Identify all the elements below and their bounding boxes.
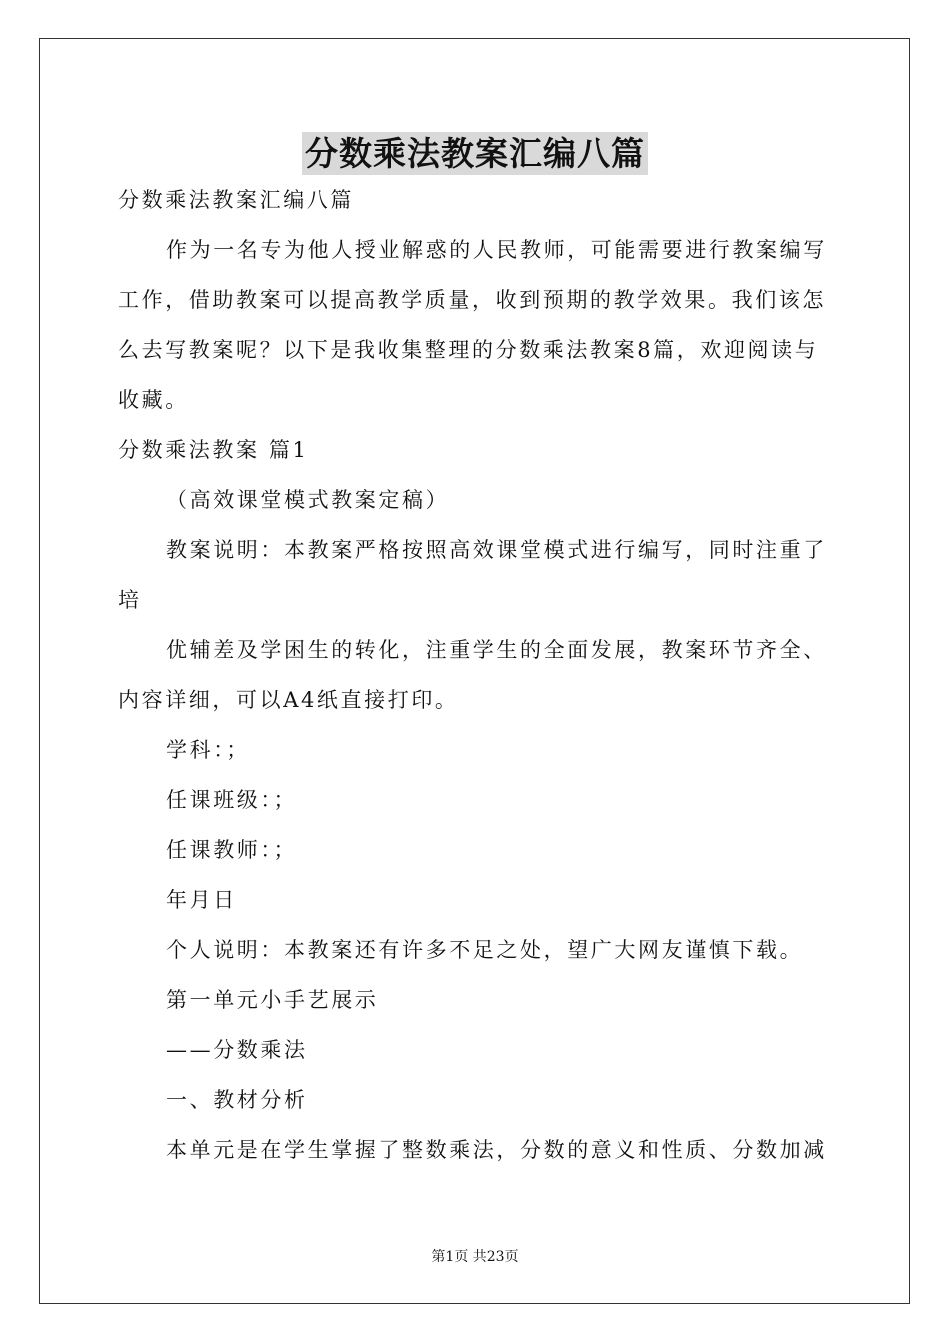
- paragraph-line: 作为一名专为他人授业解惑的人民教师，可能需要进行教案编写: [166, 238, 827, 262]
- field-line: 学科：；: [166, 738, 250, 762]
- paragraph-line: 培: [118, 588, 142, 612]
- paragraph-line: 第一单元小手艺展示: [166, 988, 379, 1012]
- subtitle-line: 分数乘法教案汇编八篇: [118, 188, 354, 212]
- paragraph-line: ——分数乘法: [166, 1038, 308, 1062]
- page-footer: 第1页 共23页: [431, 1249, 519, 1265]
- field-line: 年月日: [166, 888, 237, 912]
- paragraph-line: 本单元是在学生掌握了整数乘法，分数的意义和性质、分数加减: [166, 1138, 827, 1162]
- paragraph-line: （高效课堂模式教案定稿）: [166, 488, 450, 512]
- paragraph-line: 一、教材分析: [166, 1088, 308, 1112]
- section-heading: 分数乘法教案 篇1: [118, 438, 309, 462]
- document-title-wrap: [0, 128, 950, 175]
- document-title: 分数乘法教案汇编八篇: [302, 132, 648, 175]
- field-line: 任课班级：；: [166, 788, 298, 812]
- paragraph-line: 内容详细，可以A4纸直接打印。: [118, 688, 459, 712]
- field-line: 任课教师：；: [166, 838, 298, 862]
- paragraph-line: 工作，借助教案可以提高教学质量，收到预期的教学效果。我们该怎: [118, 288, 826, 312]
- paragraph-line: 优辅差及学困生的转化，注重学生的全面发展，教案环节齐全、: [166, 638, 827, 662]
- paragraph-line: 收藏。: [118, 388, 189, 412]
- document-body: [118, 180, 836, 1180]
- paragraph-line: 教案说明：本教案严格按照高效课堂模式进行编写，同时注重了: [166, 538, 827, 562]
- paragraph-line: 个人说明：本教案还有许多不足之处，望广大网友谨慎下载。: [166, 938, 804, 962]
- paragraph-line: 么去写教案呢？以下是我收集整理的分数乘法教案8篇，欢迎阅读与: [118, 338, 819, 362]
